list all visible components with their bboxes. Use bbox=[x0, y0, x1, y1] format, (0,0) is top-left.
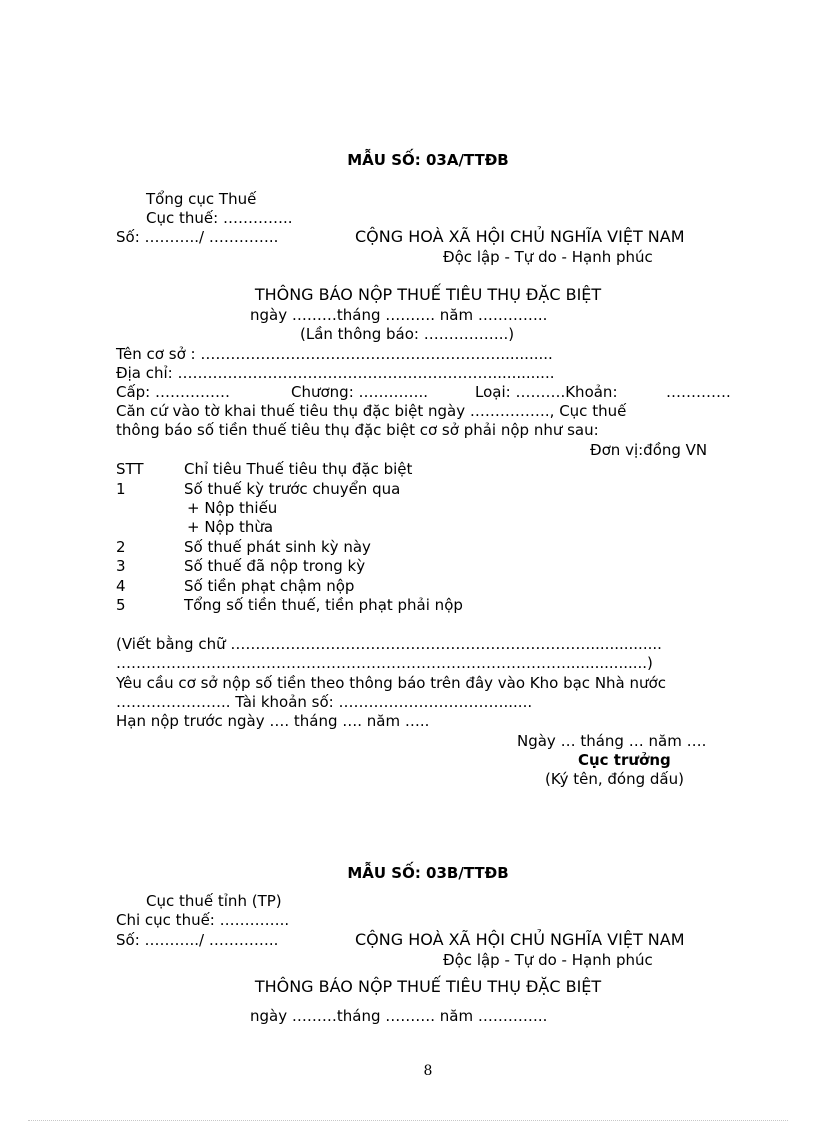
form-a-request-line2: ………………….. Tài khoản số: ……………………………...... bbox=[116, 693, 533, 711]
form-b-motto: Độc lập - Tự do - Hạnh phúc bbox=[443, 951, 653, 969]
table-row-item: Số thuế kỳ trước chuyển qua bbox=[184, 480, 401, 498]
form-a-agency-sub: Cục thuế: ………….. bbox=[146, 209, 293, 227]
form-b-title: THÔNG BÁO NỘP THUẾ TIÊU THỤ ĐẶC BIỆT bbox=[254, 977, 602, 996]
form-a-basis-line1: Căn cứ vào tờ khai thuế tiêu thụ đặc biệt ngày ……………., Cục thuế bbox=[116, 402, 627, 420]
table-row-item: Số thuế đã nộp trong kỳ bbox=[184, 557, 366, 575]
form-a-sign-date: Ngày … tháng … năm …. bbox=[517, 732, 707, 750]
form-a-basis-line2: thông báo số tiền thuế tiêu thụ đặc biệt cơ sở phải nộp như sau: bbox=[116, 421, 599, 439]
form-b-code: MẪU SỐ: 03B/TTĐB bbox=[347, 864, 509, 882]
form-a-chapter: Chương: ………….. bbox=[291, 383, 429, 401]
form-a-amount-in-words-line2: ……………………………………………………………………………….................) bbox=[116, 654, 653, 672]
table-row-stt: 4 bbox=[116, 577, 126, 595]
form-a-item-dots: …………. bbox=[666, 383, 731, 401]
table-row-stt: 3 bbox=[116, 557, 126, 575]
form-a-deadline: Hạn nộp trước ngày …. tháng …. năm ….. bbox=[116, 712, 430, 730]
table-row-stt: 2 bbox=[116, 538, 126, 556]
form-b-nation-heading: CỘNG HOÀ XÃ HỘI CHỦ NGHĨA VIỆT NAM bbox=[355, 930, 685, 949]
form-a-date: ngày ………tháng ………. năm ………….. bbox=[250, 306, 548, 324]
table-row-stt: 1 bbox=[116, 480, 126, 498]
form-a-level: Cấp: …………… bbox=[116, 383, 231, 401]
form-a-agency-main: Tổng cục Thuế bbox=[146, 190, 257, 208]
form-a-address: Địa chỉ: ………………………………………………………............. bbox=[116, 364, 555, 382]
form-b-agency-main: Cục thuế tỉnh (TP) bbox=[146, 892, 282, 910]
form-a-code: MẪU SỐ: 03A/TTĐB bbox=[347, 151, 509, 169]
table-row-item: Số tiền phạt chậm nộp bbox=[184, 577, 355, 595]
table-row-item: + Nộp thiếu bbox=[187, 499, 278, 517]
form-b-agency-sub: Chi cục thuế: ………….. bbox=[116, 911, 290, 929]
form-a-amount-in-words-line1: (Viết bằng chữ ………………………………………………………………............... bbox=[116, 635, 662, 653]
form-a-request-line1: Yêu cầu cơ sở nộp số tiền theo thông báo trên đây vào Kho bạc Nhà nước bbox=[116, 674, 666, 692]
form-a-signer-title: Cục trưởng bbox=[578, 751, 671, 769]
form-a-table-header-item: Chỉ tiêu Thuế tiêu thụ đặc biệt bbox=[184, 460, 413, 478]
form-a-category: Loại: ……….Khoản: bbox=[475, 383, 618, 401]
form-a-document-number: Số: ………../ ………….. bbox=[116, 228, 279, 246]
table-row-item: Số thuế phát sinh kỳ này bbox=[184, 538, 371, 556]
table-row-stt: 5 bbox=[116, 596, 126, 614]
footer-divider bbox=[28, 1120, 788, 1121]
table-row-item: Tổng số tiền thuế, tiền phạt phải nộp bbox=[184, 596, 463, 614]
form-a-notice-number: (Lần thông báo: ……………..) bbox=[300, 325, 515, 343]
form-a-currency-unit: Đơn vị:đồng VN bbox=[590, 441, 708, 459]
form-a-table-header-stt: STT bbox=[116, 460, 144, 478]
form-a-nation-heading: CỘNG HOÀ XÃ HỘI CHỦ NGHĨA VIỆT NAM bbox=[355, 227, 685, 246]
form-b-date: ngày ………tháng ………. năm ………….. bbox=[250, 1007, 548, 1025]
form-a-facility-name: Tên cơ sở : ……………………………………………………........... bbox=[116, 345, 553, 363]
form-a-title: THÔNG BÁO NỘP THUẾ TIÊU THỤ ĐẶC BIỆT bbox=[254, 285, 602, 304]
page-number: 8 bbox=[423, 1063, 433, 1079]
table-row-item: + Nộp thừa bbox=[187, 518, 274, 536]
form-a-sign-note: (Ký tên, đóng dấu) bbox=[545, 770, 684, 788]
form-b-document-number: Số: ………../ ………….. bbox=[116, 931, 279, 949]
form-a-motto: Độc lập - Tự do - Hạnh phúc bbox=[443, 248, 653, 266]
